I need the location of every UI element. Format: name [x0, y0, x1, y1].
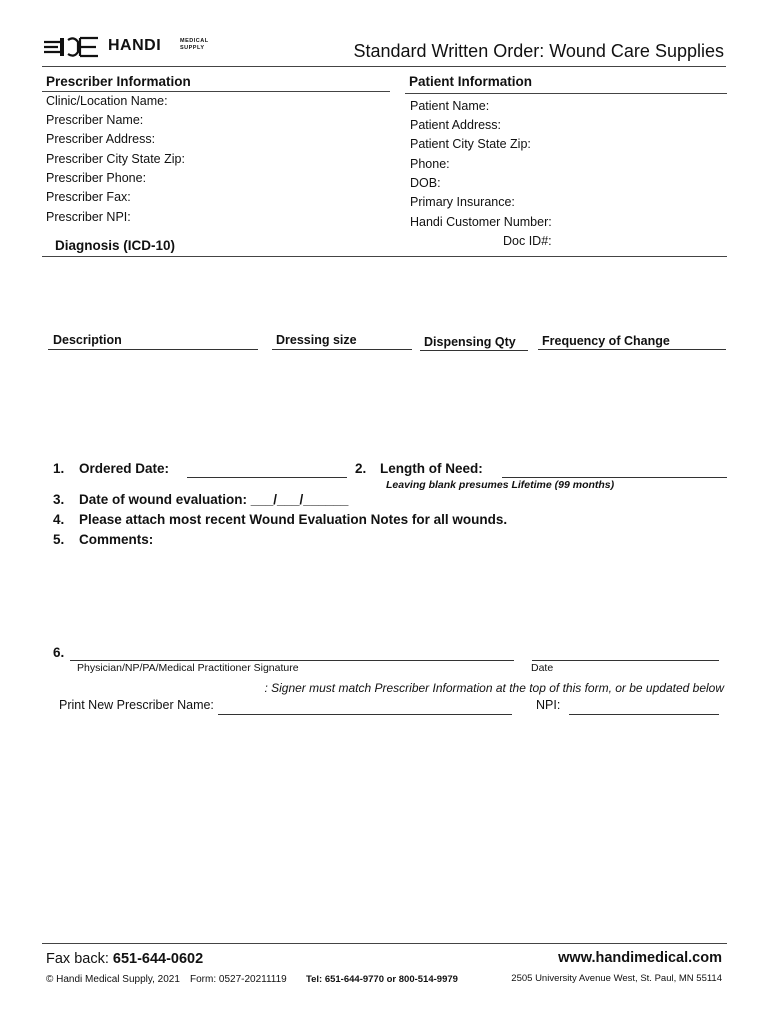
prescriber-field-name: Prescriber Name: [46, 113, 144, 127]
comments-label: Comments: [79, 532, 154, 547]
column-frequency: Frequency of Change [542, 334, 670, 348]
print-prescriber-name-input[interactable] [218, 714, 512, 715]
signature-input[interactable] [70, 660, 514, 661]
ordered-date-input[interactable] [187, 477, 347, 478]
handi-logo-mark-icon [42, 34, 100, 60]
copyright: © Handi Medical Supply, 2021 [46, 974, 180, 985]
signer-note: : Signer must match Prescriber Information at the top of this form, or be updated below [264, 681, 724, 695]
form-id: Form: 0527-20211119 [190, 974, 287, 985]
logo-sub-bottom: SUPPLY [180, 45, 205, 51]
website-link[interactable]: www.handimedical.com [558, 950, 722, 966]
patient-field-customer-number: Handi Customer Number: [410, 215, 552, 229]
prescriber-field-address: Prescriber Address: [46, 132, 156, 146]
prescriber-heading-rule [42, 91, 390, 92]
telephone: Tel: 651-644-9770 or 800-514-9979 [306, 974, 458, 985]
column-frequency-rule [538, 349, 726, 350]
address: 2505 University Avenue West, St. Paul, MN 55114 [511, 973, 722, 984]
fax-back [46, 951, 203, 967]
diagnosis-rule [42, 256, 727, 257]
column-dispensing-qty: Dispensing Qty [424, 335, 516, 349]
item5-number: 5. [53, 532, 65, 547]
patient-field-dob: DOB: [410, 176, 441, 190]
logo-brand-text: HANDI [108, 37, 162, 54]
prescriber-heading: Prescriber Information [46, 74, 191, 89]
fax-label: Fax back: [46, 951, 109, 967]
column-dressing-size: Dressing size [276, 333, 357, 347]
patient-field-address: Patient Address: [410, 118, 502, 132]
column-dressing-size-rule [272, 349, 412, 350]
item1-number: 1. [53, 461, 65, 476]
print-prescriber-name-label: Print New Prescriber Name: [59, 698, 214, 712]
attach-notes-instruction: Please attach most recent Wound Evaluation Notes for all wounds. [79, 512, 508, 527]
prescriber-field-fax: Prescriber Fax: [46, 190, 131, 204]
patient-heading-rule [405, 93, 727, 94]
column-description-rule [48, 349, 258, 350]
fax-number: 651-644-0602 [112, 951, 204, 967]
length-of-need-label: Length of Need: [380, 461, 483, 476]
header-rule [42, 66, 726, 67]
prescriber-field-npi: Prescriber NPI: [46, 210, 131, 224]
patient-field-city: Patient City State Zip: [410, 137, 531, 151]
prescriber-field-clinic: Clinic/Location Name: [46, 94, 168, 108]
patient-heading: Patient Information [409, 74, 533, 89]
diagnosis-heading: Diagnosis (ICD-10) [55, 238, 176, 253]
item4-number: 4. [53, 512, 65, 527]
npi-label: NPI: [536, 698, 561, 712]
patient-field-phone: Phone: [410, 157, 450, 171]
prescriber-field-city: Prescriber City State Zip: [46, 152, 185, 166]
npi-input[interactable] [569, 714, 719, 715]
logo-sub-top: MEDICAL [180, 38, 209, 44]
item3-number: 3. [53, 492, 65, 507]
ordered-date-label: Ordered Date: [79, 461, 170, 476]
length-of-need-note: Leaving blank presumes Lifetime (99 months) [386, 479, 615, 491]
patient-doc-id: Doc ID#: [503, 234, 552, 248]
column-dispensing-qty-rule [420, 350, 528, 351]
length-of-need-input[interactable] [502, 477, 727, 478]
footer-rule [42, 943, 727, 944]
item2-number: 2. [355, 461, 367, 476]
wound-evaluation-date[interactable]: Date of wound evaluation: ___/___/______ [79, 492, 349, 507]
patient-field-insurance: Primary Insurance: [410, 195, 515, 209]
patient-field-name: Patient Name: [410, 99, 490, 113]
signature-date-input[interactable] [532, 660, 719, 661]
date-caption: Date [531, 662, 554, 674]
form-title: Standard Written Order: Wound Care Supplies [353, 41, 724, 61]
prescriber-field-phone: Prescriber Phone: [46, 171, 147, 185]
handi-logo [42, 34, 217, 60]
signature-caption: Physician/NP/PA/Medical Practitioner Signature [77, 662, 299, 674]
item6-number: 6. [53, 645, 65, 660]
column-description: Description [53, 333, 122, 347]
